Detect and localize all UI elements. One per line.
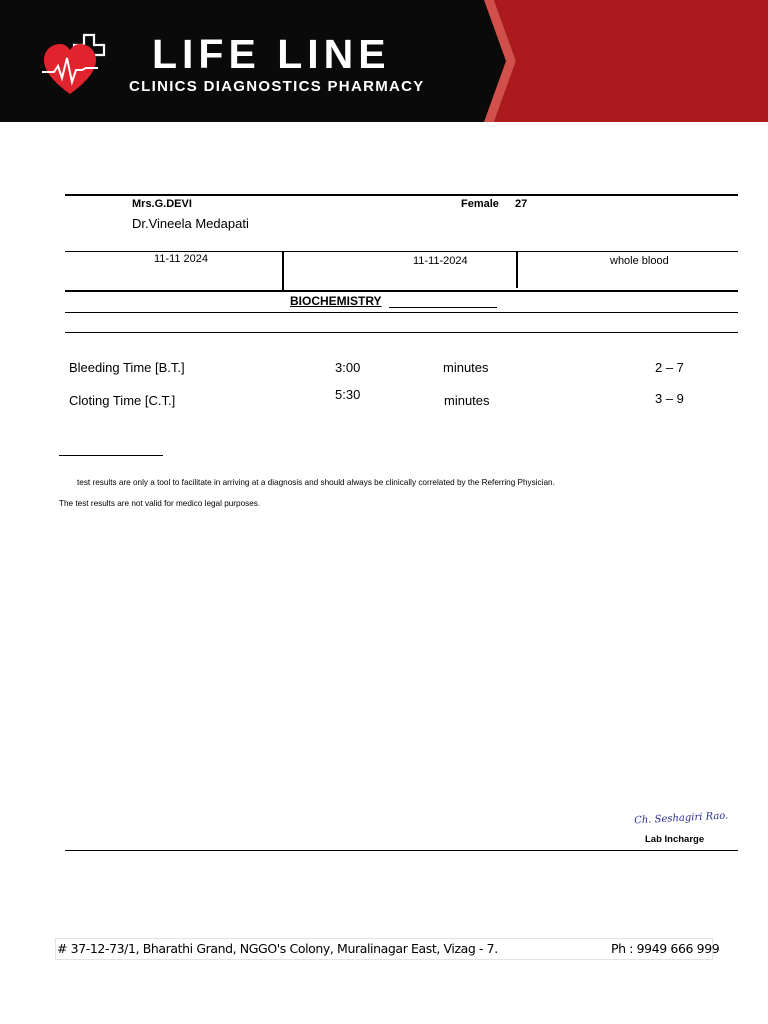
test-value: 5:30 [335, 387, 361, 402]
test-value: 3:00 [335, 360, 361, 375]
legal-note: The test results are not valid for medico legal purposes. [59, 499, 261, 508]
collected-date: 11-11 2024 [154, 253, 209, 265]
section-title: BIOCHEMISTRY [290, 294, 382, 308]
divider [65, 290, 738, 292]
patient-gender: Female [461, 198, 499, 210]
divider [65, 251, 738, 252]
notes-rule [59, 455, 163, 456]
brand-tagline: CLINICS DIAGNOSTICS PHARMACY [129, 78, 425, 95]
divider [65, 332, 738, 333]
footer-address: # 37-12-73/1, Bharathi Grand, NGGO's Colony, Muralinagar East, Vizag - 7. [57, 941, 498, 956]
divider [65, 312, 738, 313]
column-divider [282, 252, 284, 290]
reported-date: 11-11-2024 [413, 255, 468, 267]
header-banner [0, 0, 768, 122]
patient-name: Mrs.G.DEVI [132, 198, 192, 210]
footer-phone: Ph : 9949 666 999 [611, 941, 720, 956]
brand-name: LIFE LINE [152, 31, 391, 77]
svg-text:Ch. Seshagiri Rao.: Ch. Seshagiri Rao. [633, 810, 729, 827]
signature-image [630, 801, 730, 831]
signatory-title: Lab Incharge [645, 834, 705, 845]
disclaimer-note: test results are only a tool to facilitate in arriving at a diagnosis and should always be clinically correlated by the Referring Physician. [77, 478, 555, 487]
column-divider [516, 252, 518, 288]
test-unit: minutes [444, 393, 490, 408]
test-name: Bleeding Time [B.T.] [69, 360, 185, 375]
title-underline [389, 307, 497, 308]
divider [65, 194, 738, 196]
referring-doctor: Dr.Vineela Medapati [132, 216, 249, 231]
reference-range: 3 – 9 [655, 391, 684, 406]
patient-age: 27 [515, 198, 528, 210]
heart-cross-logo-icon [42, 32, 118, 98]
reference-range: 2 – 7 [655, 360, 684, 375]
test-unit: minutes [443, 360, 489, 375]
divider [65, 850, 738, 851]
specimen-type: whole blood [610, 255, 669, 267]
test-name: Cloting Time [C.T.] [69, 393, 176, 408]
